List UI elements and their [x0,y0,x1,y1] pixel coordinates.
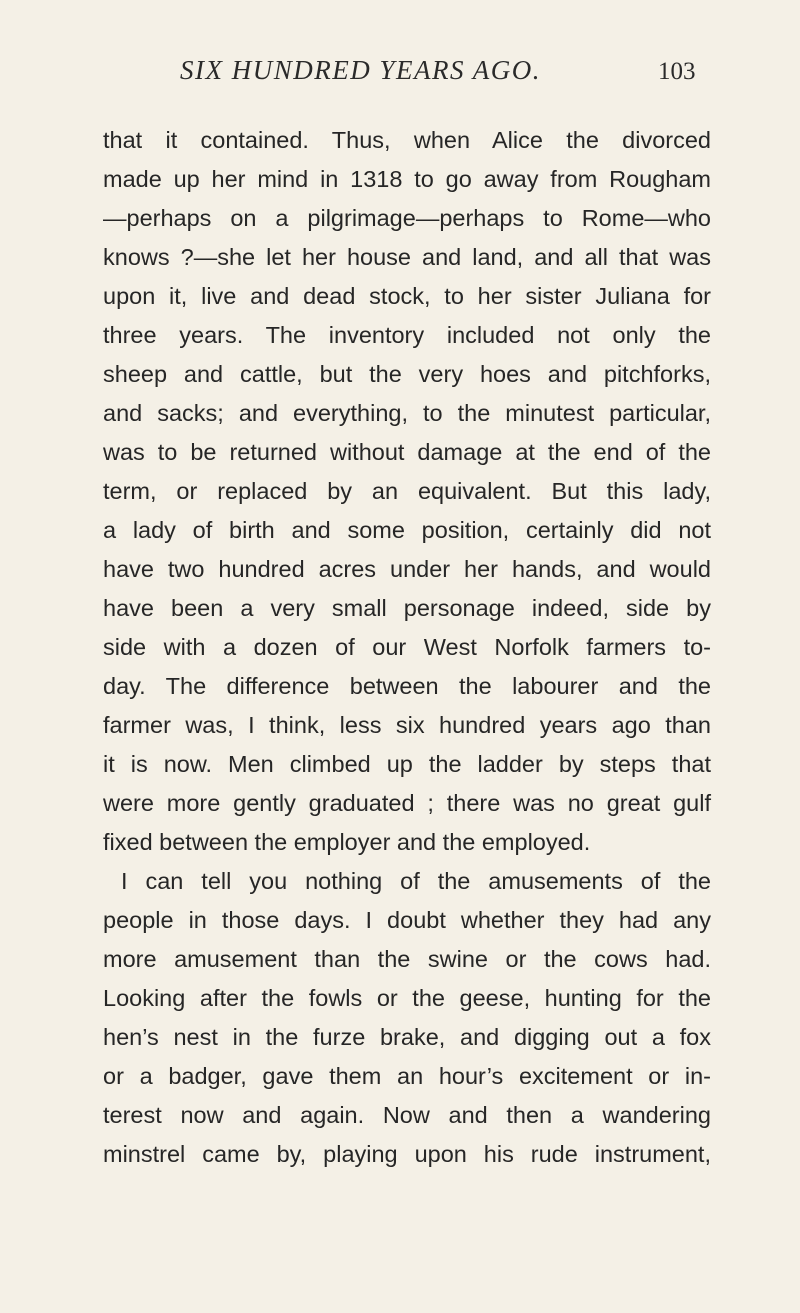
text-line: that it contained. Thus, when Alice the divorced [103,127,711,153]
text-line: was to be returned without damage at the end of the [103,439,711,465]
text-line: minstrel came by, playing upon his rude instrument, [103,1141,711,1167]
text-line: have been a very small personage indeed, side by [103,595,711,621]
text-line: or a badger, gave them an hour’s excitement or in- [103,1063,711,1089]
page-number: 103 [658,58,696,85]
text-line: hen’s nest in the furze brake, and digging out a fox [103,1024,711,1050]
text-line: a lady of birth and some position, certainly did not [103,517,711,543]
text-line: were more gently graduated ; there was no great gulf [103,790,711,816]
running-head: SIX HUNDRED YEARS AGO. [180,55,541,85]
text-line: and sacks; and everything, to the minutest particular, [103,400,711,426]
body-text [103,121,711,1174]
text-line: Looking after the fowls or the geese, hunting for the [103,985,711,1011]
text-line: farmer was, I think, less six hundred years ago than [103,712,711,738]
text-line: knows ?—she let her house and land, and all that was [103,244,711,270]
text-line: have two hundred acres under her hands, and would [103,556,711,582]
text-line: terest now and again. Now and then a wandering [103,1102,711,1128]
text-line: people in those days. I doubt whether they had any [103,907,711,933]
text-line: day. The difference between the labourer and the [103,673,711,699]
paragraph-first-line: I can tell you nothing of the amusements of the [121,868,711,894]
text-line: term, or replaced by an equivalent. But this lady, [103,478,711,504]
text-line: more amusement than the swine or the cows had. [103,946,711,972]
text-line: fixed between the employer and the employed. [103,829,591,855]
text-line: side with a dozen of our West Norfolk farmers to- [103,634,711,660]
text-line: —perhaps on a pilgrimage—perhaps to Rome—who [103,205,711,231]
text-line: it is now. Men climbed up the ladder by steps that [103,751,711,777]
text-line: made up her mind in 1318 to go away from Rougham [103,166,711,192]
text-line: upon it, live and dead stock, to her sister Juliana for [103,283,711,309]
text-line: sheep and cattle, but the very hoes and pitchforks, [103,361,711,387]
text-line: three years. The inventory included not only the [103,322,711,348]
page-header [0,55,800,95]
